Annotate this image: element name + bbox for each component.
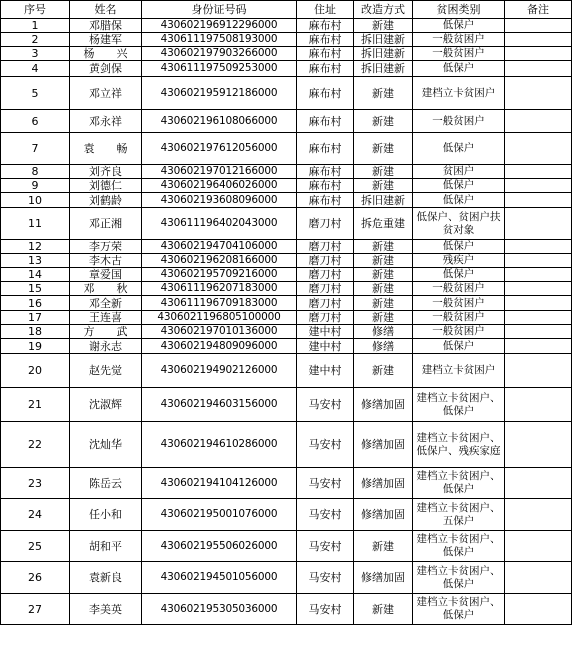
cell-note[interactable] xyxy=(505,33,572,47)
cell-note[interactable] xyxy=(505,422,572,468)
cell-type[interactable]: 低保户 xyxy=(413,268,505,282)
table-row xyxy=(1,499,572,531)
cell-no[interactable]: 25 xyxy=(1,531,70,562)
cell-note[interactable] xyxy=(505,311,572,325)
cell-address[interactable]: 建中村 xyxy=(297,354,354,388)
cell-no[interactable]: 9 xyxy=(1,179,70,193)
cell-type[interactable]: 低保户 xyxy=(413,19,505,33)
cell-mode[interactable]: 修缮加固 xyxy=(354,562,413,594)
cell-id[interactable]: 430602195001076000 xyxy=(142,499,297,531)
header-row xyxy=(1,1,572,19)
cell-no[interactable]: 16 xyxy=(1,296,70,311)
cell-no[interactable]: 27 xyxy=(1,594,70,625)
cell-mode[interactable]: 新建 xyxy=(354,133,413,165)
cell-note[interactable] xyxy=(505,47,572,61)
cell-type[interactable]: 建档立卡贫困户 xyxy=(413,354,505,388)
cell-name[interactable]: 任小和 xyxy=(70,499,142,531)
cell-note[interactable] xyxy=(505,165,572,179)
table-row xyxy=(1,311,572,325)
cell-no[interactable]: 1 xyxy=(1,19,70,33)
cell-address[interactable]: 麻布村 xyxy=(297,61,354,77)
cell-mode[interactable]: 拆旧建新 xyxy=(354,193,413,208)
cell-type[interactable]: 贫困户 xyxy=(413,165,505,179)
cell-no[interactable]: 8 xyxy=(1,165,70,179)
cell-name[interactable]: 邓腊保 xyxy=(70,19,142,33)
cell-address[interactable]: 马安村 xyxy=(297,562,354,594)
cell-type[interactable]: 残疾户 xyxy=(413,254,505,268)
cell-id[interactable]: 430602197012166000 xyxy=(142,165,297,179)
cell-note[interactable] xyxy=(505,594,572,625)
cell-type[interactable]: 一般贫困户 xyxy=(413,47,505,61)
cell-mode[interactable]: 新建 xyxy=(354,268,413,282)
cell-note[interactable] xyxy=(505,282,572,296)
cell-mode[interactable]: 拆危重建 xyxy=(354,208,413,240)
cell-id[interactable]: 430602194809096000 xyxy=(142,339,297,354)
cell-id[interactable]: 430602194501056000 xyxy=(142,562,297,594)
cell-name[interactable]: 刘鹤龄 xyxy=(70,193,142,208)
cell-note[interactable] xyxy=(505,562,572,594)
cell-id[interactable]: 430602195912186000 xyxy=(142,77,297,110)
cell-id[interactable]: 430602197010136000 xyxy=(142,325,297,339)
cell-name[interactable]: 邓 秋 xyxy=(70,282,142,296)
cell-address[interactable]: 马安村 xyxy=(297,531,354,562)
cell-id[interactable]: 430602193608096000 xyxy=(142,193,297,208)
cell-id[interactable]: 430602195305036000 xyxy=(142,594,297,625)
cell-name[interactable]: 杨 兴 xyxy=(70,47,142,61)
cell-address[interactable]: 磨刀村 xyxy=(297,254,354,268)
cell-name[interactable]: 邓全新 xyxy=(70,296,142,311)
cell-name[interactable]: 李美英 xyxy=(70,594,142,625)
table-row xyxy=(1,282,572,296)
cell-note[interactable] xyxy=(505,133,572,165)
table-row xyxy=(1,388,572,422)
cell-address[interactable]: 麻布村 xyxy=(297,165,354,179)
cell-type[interactable]: 建档立卡贫困户、低保户 xyxy=(413,531,505,562)
cell-no[interactable]: 19 xyxy=(1,339,70,354)
cell-type[interactable]: 低保户、贫困户扶贫对象 xyxy=(413,208,505,240)
cell-id[interactable]: 430602194610286000 xyxy=(142,422,297,468)
cell-note[interactable] xyxy=(505,240,572,254)
table-row xyxy=(1,61,572,77)
cell-address[interactable]: 麻布村 xyxy=(297,47,354,61)
table-row xyxy=(1,562,572,594)
header-cell-name: 姓名 xyxy=(70,1,142,19)
table-row xyxy=(1,422,572,468)
cell-address[interactable]: 磨刀村 xyxy=(297,311,354,325)
cell-id[interactable]: 430602194104126000 xyxy=(142,468,297,499)
cell-no[interactable]: 21 xyxy=(1,388,70,422)
cell-type[interactable]: 低保户 xyxy=(413,193,505,208)
cell-note[interactable] xyxy=(505,179,572,193)
table-row xyxy=(1,110,572,133)
cell-type[interactable]: 低保户 xyxy=(413,240,505,254)
cell-no[interactable]: 2 xyxy=(1,33,70,47)
table-row xyxy=(1,531,572,562)
cell-type[interactable]: 一般贫困户 xyxy=(413,311,505,325)
cell-id[interactable]: 430602195709216000 xyxy=(142,268,297,282)
cell-address[interactable]: 马安村 xyxy=(297,468,354,499)
cell-note[interactable] xyxy=(505,61,572,77)
cell-note[interactable] xyxy=(505,468,572,499)
cell-id[interactable]: 430602196208166000 xyxy=(142,254,297,268)
table-row xyxy=(1,208,572,240)
cell-address[interactable]: 建中村 xyxy=(297,339,354,354)
cell-name[interactable]: 赵先觉 xyxy=(70,354,142,388)
cell-mode[interactable]: 新建 xyxy=(354,296,413,311)
cell-address[interactable]: 磨刀村 xyxy=(297,268,354,282)
cell-mode[interactable]: 新建 xyxy=(354,311,413,325)
cell-type[interactable]: 一般贫困户 xyxy=(413,282,505,296)
cell-type[interactable]: 建档立卡贫困户、低保户 xyxy=(413,594,505,625)
cell-no[interactable]: 5 xyxy=(1,77,70,110)
cell-no[interactable]: 20 xyxy=(1,354,70,388)
cell-id[interactable]: 430602195506026000 xyxy=(142,531,297,562)
cell-type[interactable]: 一般贫困户 xyxy=(413,296,505,311)
cell-address[interactable]: 麻布村 xyxy=(297,19,354,33)
cell-name[interactable]: 章爱国 xyxy=(70,268,142,282)
cell-id[interactable]: 430602196912296000 xyxy=(142,19,297,33)
cell-address[interactable]: 磨刀村 xyxy=(297,296,354,311)
table-row xyxy=(1,133,572,165)
cell-mode[interactable]: 拆旧建新 xyxy=(354,61,413,77)
cell-name[interactable]: 黄剑保 xyxy=(70,61,142,77)
table-row xyxy=(1,240,572,254)
table-row xyxy=(1,47,572,61)
table-row xyxy=(1,468,572,499)
table-row xyxy=(1,193,572,208)
cell-name[interactable]: 刘德仁 xyxy=(70,179,142,193)
table-row xyxy=(1,594,572,625)
cell-mode[interactable]: 新建 xyxy=(354,282,413,296)
cell-mode[interactable]: 新建 xyxy=(354,165,413,179)
cell-id[interactable]: 430611196709183000 xyxy=(142,296,297,311)
cell-name[interactable]: 方 武 xyxy=(70,325,142,339)
cell-type[interactable]: 低保户 xyxy=(413,133,505,165)
cell-mode[interactable]: 新建 xyxy=(354,531,413,562)
cell-name[interactable]: 邓永祥 xyxy=(70,110,142,133)
cell-name[interactable]: 沈淑辉 xyxy=(70,388,142,422)
cell-mode[interactable]: 修缮加固 xyxy=(354,388,413,422)
cell-mode[interactable]: 修缮加固 xyxy=(354,468,413,499)
cell-note[interactable] xyxy=(505,354,572,388)
cell-type[interactable]: 一般贫困户 xyxy=(413,33,505,47)
cell-id[interactable]: 430602197903266000 xyxy=(142,47,297,61)
cell-type[interactable]: 建档立卡贫困户、低保户 xyxy=(413,562,505,594)
cell-address[interactable]: 麻布村 xyxy=(297,110,354,133)
cell-note[interactable] xyxy=(505,77,572,110)
cell-id[interactable]: 430602197612056000 xyxy=(142,133,297,165)
cell-no[interactable]: 15 xyxy=(1,282,70,296)
cell-name[interactable]: 邓立祥 xyxy=(70,77,142,110)
cell-address[interactable]: 建中村 xyxy=(297,325,354,339)
cell-no[interactable]: 18 xyxy=(1,325,70,339)
cell-address[interactable]: 马安村 xyxy=(297,499,354,531)
cell-address[interactable]: 麻布村 xyxy=(297,77,354,110)
table-row xyxy=(1,296,572,311)
cell-type[interactable]: 建档立卡贫困户、低保户 xyxy=(413,388,505,422)
cell-no[interactable]: 26 xyxy=(1,562,70,594)
cell-name[interactable]: 陈岳云 xyxy=(70,468,142,499)
table-row xyxy=(1,339,572,354)
cell-mode[interactable]: 修缮 xyxy=(354,339,413,354)
cell-note[interactable] xyxy=(505,254,572,268)
header-cell-note: 备注 xyxy=(505,1,572,19)
cell-name[interactable]: 袁 畅 xyxy=(70,133,142,165)
table-row xyxy=(1,354,572,388)
cell-id[interactable]: 430602194902126000 xyxy=(142,354,297,388)
cell-note[interactable] xyxy=(505,19,572,33)
cell-note[interactable] xyxy=(505,208,572,240)
cell-no[interactable]: 24 xyxy=(1,499,70,531)
cell-type[interactable]: 低保户 xyxy=(413,179,505,193)
cell-mode[interactable]: 新建 xyxy=(354,240,413,254)
cell-note[interactable] xyxy=(505,388,572,422)
cell-type[interactable]: 低保户 xyxy=(413,61,505,77)
cell-note[interactable] xyxy=(505,325,572,339)
table-row xyxy=(1,325,572,339)
cell-name[interactable]: 李万荣 xyxy=(70,240,142,254)
cell-no[interactable]: 6 xyxy=(1,110,70,133)
cell-note[interactable] xyxy=(505,110,572,133)
cell-id[interactable]: 430611196207183000 xyxy=(142,282,297,296)
cell-address[interactable]: 麻布村 xyxy=(297,193,354,208)
cell-type[interactable]: 低保户 xyxy=(413,339,505,354)
cell-id[interactable]: 430611197509253000 xyxy=(142,61,297,77)
cell-mode[interactable]: 新建 xyxy=(354,594,413,625)
cell-name[interactable]: 袁新良 xyxy=(70,562,142,594)
table-row xyxy=(1,165,572,179)
cell-id[interactable]: 430602196406026000 xyxy=(142,179,297,193)
cell-no[interactable]: 12 xyxy=(1,240,70,254)
cell-mode[interactable]: 新建 xyxy=(354,110,413,133)
cell-mode[interactable]: 新建 xyxy=(354,77,413,110)
cell-mode[interactable]: 修缮加固 xyxy=(354,499,413,531)
cell-note[interactable] xyxy=(505,531,572,562)
cell-mode[interactable]: 新建 xyxy=(354,19,413,33)
table-row xyxy=(1,179,572,193)
cell-no[interactable]: 13 xyxy=(1,254,70,268)
table-row xyxy=(1,77,572,110)
cell-type[interactable]: 建档立卡贫困户 xyxy=(413,77,505,110)
cell-mode[interactable]: 修缮 xyxy=(354,325,413,339)
cell-no[interactable]: 17 xyxy=(1,311,70,325)
table-row xyxy=(1,254,572,268)
cell-mode[interactable]: 拆旧建新 xyxy=(354,33,413,47)
cell-id[interactable]: 430611197508193000 xyxy=(142,33,297,47)
cell-mode[interactable]: 新建 xyxy=(354,179,413,193)
cell-address[interactable]: 麻布村 xyxy=(297,179,354,193)
cell-id[interactable]: 430602194704106000 xyxy=(142,240,297,254)
cell-address[interactable]: 麻布村 xyxy=(297,133,354,165)
cell-mode[interactable]: 新建 xyxy=(354,354,413,388)
cell-no[interactable]: 23 xyxy=(1,468,70,499)
cell-note[interactable] xyxy=(505,339,572,354)
table-row xyxy=(1,19,572,33)
cell-type[interactable]: 建档立卡贫困户、低保户 xyxy=(413,468,505,499)
cell-id[interactable]: 430611196402043000 xyxy=(142,208,297,240)
cell-name[interactable]: 胡和平 xyxy=(70,531,142,562)
cell-address[interactable]: 马安村 xyxy=(297,388,354,422)
cell-mode[interactable]: 拆旧建新 xyxy=(354,47,413,61)
header-cell-id: 身份证号码 xyxy=(142,1,297,19)
cell-note[interactable] xyxy=(505,499,572,531)
table-row xyxy=(1,268,572,282)
cell-no[interactable]: 22 xyxy=(1,422,70,468)
cell-name[interactable]: 沈灿华 xyxy=(70,422,142,468)
cell-no[interactable]: 4 xyxy=(1,61,70,77)
cell-mode[interactable]: 新建 xyxy=(354,254,413,268)
cell-address[interactable]: 马安村 xyxy=(297,594,354,625)
cell-name[interactable]: 李木古 xyxy=(70,254,142,268)
cell-address[interactable]: 马安村 xyxy=(297,422,354,468)
cell-type[interactable]: 建档立卡贫困户、五保户 xyxy=(413,499,505,531)
cell-no[interactable]: 10 xyxy=(1,193,70,208)
cell-mode[interactable]: 修缮加固 xyxy=(354,422,413,468)
cell-note[interactable] xyxy=(505,193,572,208)
cell-no[interactable]: 3 xyxy=(1,47,70,61)
cell-no[interactable]: 11 xyxy=(1,208,70,240)
cell-no[interactable]: 14 xyxy=(1,268,70,282)
cell-address[interactable]: 磨刀村 xyxy=(297,282,354,296)
table-row xyxy=(1,33,572,47)
cell-name[interactable]: 谢永志 xyxy=(70,339,142,354)
cell-type[interactable]: 建档立卡贫困户、低保户、残疾家庭 xyxy=(413,422,505,468)
cell-address[interactable]: 磨刀村 xyxy=(297,208,354,240)
cell-no[interactable]: 7 xyxy=(1,133,70,165)
cell-note[interactable] xyxy=(505,296,572,311)
cell-id[interactable]: 4306021196805100000 xyxy=(142,311,297,325)
cell-type[interactable]: 一般贫困户 xyxy=(413,110,505,133)
cell-note[interactable] xyxy=(505,268,572,282)
header-cell-type: 贫困类别 xyxy=(413,1,505,19)
header-cell-mode: 改造方式 xyxy=(354,1,413,19)
cell-name[interactable]: 王连喜 xyxy=(70,311,142,325)
cell-address[interactable]: 麻布村 xyxy=(297,33,354,47)
cell-name[interactable]: 杨建军 xyxy=(70,33,142,47)
header-cell-no: 序号 xyxy=(1,1,70,19)
cell-id[interactable]: 430602194603156000 xyxy=(142,388,297,422)
cell-address[interactable]: 磨刀村 xyxy=(297,240,354,254)
cell-name[interactable]: 邓正湘 xyxy=(70,208,142,240)
cell-id[interactable]: 430602196108066000 xyxy=(142,110,297,133)
header-cell-address: 住址 xyxy=(297,1,354,19)
cell-type[interactable]: 一般贫困户 xyxy=(413,325,505,339)
cell-name[interactable]: 刘齐良 xyxy=(70,165,142,179)
